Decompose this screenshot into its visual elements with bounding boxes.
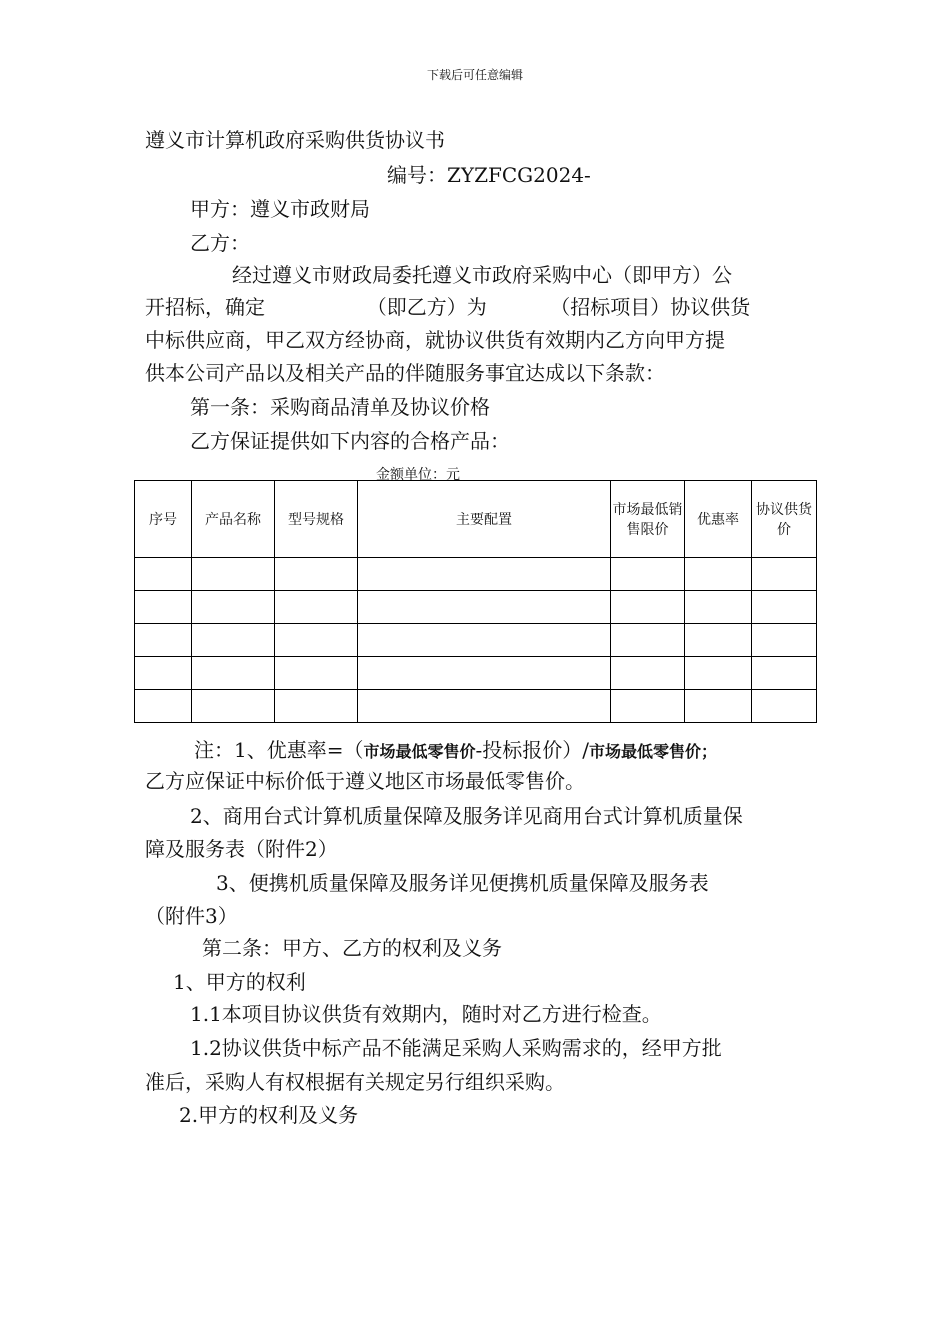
- header-discount-rate: 优惠率: [685, 481, 752, 558]
- table-cell: [135, 657, 192, 690]
- table-cell: [685, 624, 752, 657]
- product-price-table: [134, 480, 817, 723]
- table-cell: [611, 591, 685, 624]
- table-cell: [685, 657, 752, 690]
- table-row: [135, 657, 817, 690]
- table-header-row: [135, 481, 817, 558]
- note-1-line-2: 乙方应保证中标价低于遵义地区市场最低零售价。: [145, 769, 585, 793]
- article-1-heading: 第一条：采购商品清单及协议价格: [190, 395, 490, 419]
- table-row: [135, 690, 817, 723]
- header-product-name: 产品名称: [192, 481, 275, 558]
- item-1-2-line-1: 1.2协议供货中标产品不能满足采购人采购需求的，经甲方批: [190, 1036, 722, 1060]
- table-cell: [752, 624, 817, 657]
- table-cell: [752, 591, 817, 624]
- table-cell: [358, 690, 611, 723]
- party-a: 甲方：遵义市政财局: [190, 197, 370, 221]
- table-cell: [752, 558, 817, 591]
- intro-line-4: 供本公司产品以及相关产品的伴随服务事宜达成以下条款：: [145, 361, 665, 385]
- table-cell: [275, 558, 358, 591]
- item-1-1: 1.1本项目协议供货有效期内，随时对乙方进行检查。: [190, 1002, 662, 1026]
- note-1: [194, 734, 717, 763]
- table-cell: [685, 558, 752, 591]
- document-title: 遵义市计算机政府采购供货协议书: [145, 128, 445, 152]
- table-cell: [275, 690, 358, 723]
- table-cell: [611, 657, 685, 690]
- table-cell: [192, 624, 275, 657]
- table-cell: [135, 591, 192, 624]
- table-cell: [611, 558, 685, 591]
- header-model: 型号规格: [275, 481, 358, 558]
- table-cell: [192, 591, 275, 624]
- note-2-line-2: 障及服务表（附件2）: [145, 837, 338, 861]
- note-1-bold-b: 市场最低零售价；: [589, 742, 718, 761]
- table-cell: [135, 558, 192, 591]
- note-1-bold-a: 市场最低零售价: [363, 742, 476, 761]
- table-cell: [275, 591, 358, 624]
- table-cell: [358, 591, 611, 624]
- table-cell: [192, 690, 275, 723]
- note-1-prefix: 注：1、优惠率=（: [194, 738, 364, 762]
- header-agreement-price: 协议供货价: [752, 481, 817, 558]
- article-2-heading: 第二条：甲方、乙方的权利及义务: [202, 936, 502, 960]
- table-cell: [192, 558, 275, 591]
- table-row: [135, 591, 817, 624]
- table-cell: [358, 558, 611, 591]
- table-cell: [752, 657, 817, 690]
- note-2-line-1: 2、商用台式计算机质量保障及服务详见商用台式计算机质量保: [190, 804, 743, 828]
- table-cell: [192, 657, 275, 690]
- document-number: 编号：ZYZFCG2024-: [387, 163, 591, 187]
- header-note: 下载后可任意编辑: [426, 68, 523, 82]
- table-cell: [685, 591, 752, 624]
- table-cell: [752, 690, 817, 723]
- section-2-heading: 2.甲方的权利及义务: [179, 1103, 359, 1127]
- table-cell: [275, 624, 358, 657]
- note-3-line-2: （附件3）: [145, 904, 238, 928]
- table-row: [135, 558, 817, 591]
- table-cell: [275, 657, 358, 690]
- note-3-line-1: 3、便携机质量保障及服务详见便携机质量保障及服务表: [216, 871, 709, 895]
- amount-unit-label: 金额单位：元: [376, 467, 460, 483]
- table-cell: [611, 690, 685, 723]
- table-cell: [135, 690, 192, 723]
- table-cell: [358, 657, 611, 690]
- guarantee-text: 乙方保证提供如下内容的合格产品：: [190, 429, 510, 453]
- table-row: [135, 624, 817, 657]
- section-1-heading: 1、甲方的权利: [173, 970, 306, 994]
- item-1-2-line-2: 准后，采购人有权根据有关规定另行组织采购。: [145, 1070, 565, 1094]
- party-b: 乙方：: [190, 231, 250, 255]
- header-market-min-price: 市场最低销售限价: [611, 481, 685, 558]
- header-serial: 序号: [135, 481, 192, 558]
- intro-line-2: 开招标，确定 （即乙方）为 （招标项目）协议供货: [145, 295, 751, 319]
- intro-line-1: 经过遵义市财政局委托遵义市政府采购中心（即甲方）公: [232, 263, 732, 287]
- table-cell: [358, 624, 611, 657]
- table-cell: [685, 690, 752, 723]
- intro-line-3: 中标供应商，甲乙双方经协商，就协议供货有效期内乙方向甲方提: [145, 328, 725, 352]
- table-cell: [611, 624, 685, 657]
- note-1-mid: -投标报价）/: [475, 738, 589, 762]
- table-cell: [135, 624, 192, 657]
- header-configuration: 主要配置: [358, 481, 611, 558]
